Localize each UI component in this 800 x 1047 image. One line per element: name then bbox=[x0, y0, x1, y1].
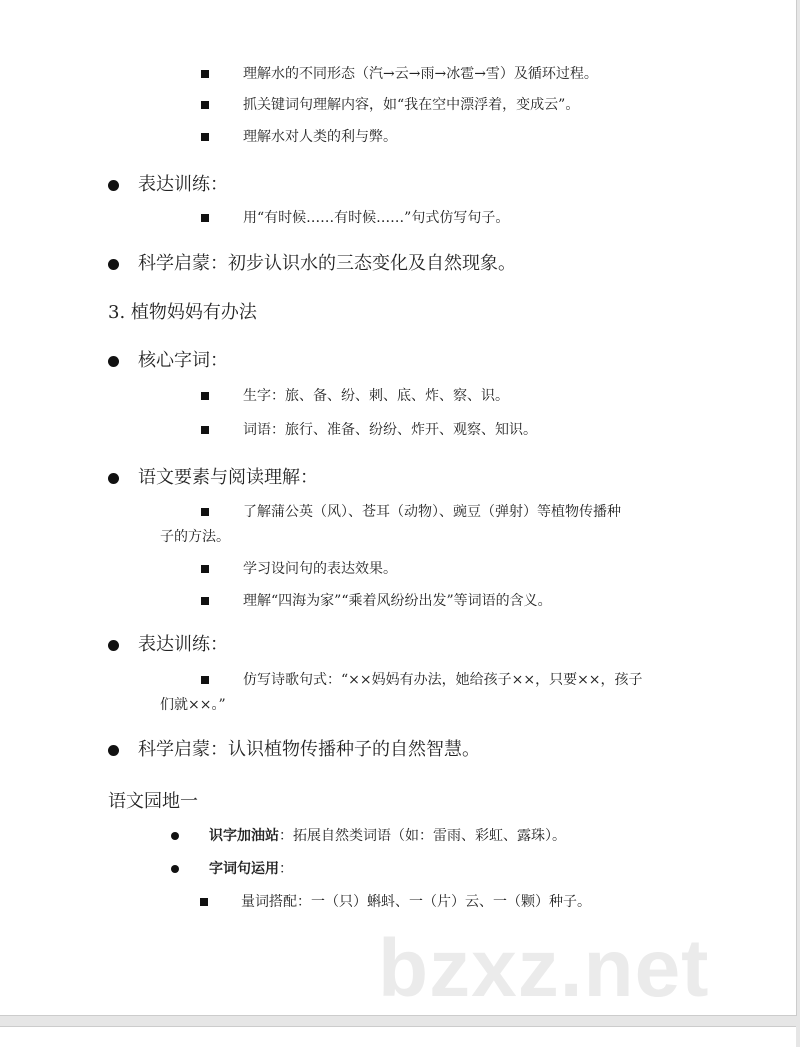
list-item: 学习设问句的表达效果。 bbox=[243, 561, 397, 577]
next-page bbox=[0, 1026, 796, 1047]
lesson-title: 3. 植物妈妈有办法 bbox=[108, 302, 257, 323]
square-bullet-icon bbox=[201, 508, 209, 516]
square-bullet-icon bbox=[201, 133, 209, 141]
list-item: 生字：旅、备、纷、刺、底、炸、察、识。 bbox=[243, 388, 509, 404]
list-item-continuation: 们就××。” bbox=[160, 697, 226, 713]
square-bullet-icon bbox=[201, 565, 209, 573]
square-bullet-icon bbox=[201, 101, 209, 109]
watermark: bzxz.net bbox=[378, 923, 710, 1014]
list-item: 仿写诗歌句式：“××妈妈有办法，她给孩子××，只要××，孩子 bbox=[243, 672, 643, 688]
round-bullet-icon bbox=[108, 259, 119, 270]
list-item: 理解水对人类的利与弊。 bbox=[243, 129, 397, 145]
section-heading: 表达训练： bbox=[138, 634, 228, 655]
section-heading: 表达训练： bbox=[138, 174, 228, 195]
list-item: 量词搭配：一（只）蝌蚪、一（片）云、一（颗）种子。 bbox=[241, 894, 591, 910]
section-heading: 科学启蒙：初步认识水的三态变化及自然现象。 bbox=[138, 253, 516, 274]
section-heading: 语文要素与阅读理解： bbox=[138, 467, 318, 488]
square-bullet-icon bbox=[201, 426, 209, 434]
list-item-continuation: 子的方法。 bbox=[160, 529, 230, 545]
square-bullet-icon bbox=[201, 70, 209, 78]
square-bullet-icon bbox=[201, 214, 209, 222]
round-bullet-icon bbox=[108, 745, 119, 756]
list-item bbox=[209, 862, 293, 876]
list-item: 理解“四海为家”“乘着风纷纷出发”等词语的含义。 bbox=[243, 593, 552, 609]
list-item bbox=[209, 829, 566, 843]
list-item: 了解蒲公英（风）、苍耳（动物）、豌豆（弹射）等植物传播种 bbox=[243, 504, 621, 520]
list-item: 用“有时候……有时候……”句式仿写句子。 bbox=[243, 210, 510, 226]
round-bullet-icon bbox=[108, 473, 119, 484]
square-bullet-icon bbox=[201, 597, 209, 605]
square-bullet-icon bbox=[201, 676, 209, 684]
round-bullet-icon bbox=[108, 640, 119, 651]
round-bullet-icon bbox=[171, 832, 179, 840]
round-bullet-icon bbox=[171, 865, 179, 873]
section-heading: 核心字词： bbox=[138, 350, 228, 371]
round-bullet-icon bbox=[108, 180, 119, 191]
section-heading: 科学启蒙：认识植物传播种子的自然智慧。 bbox=[138, 739, 480, 760]
item-text: ： bbox=[279, 861, 293, 877]
item-label: 字词句运用 bbox=[209, 861, 279, 877]
square-bullet-icon bbox=[200, 898, 208, 906]
item-label: 识字加油站 bbox=[209, 828, 279, 844]
item-text: ：拓展自然类词语（如：雷雨、彩虹、露珠）。 bbox=[279, 828, 566, 844]
round-bullet-icon bbox=[108, 356, 119, 367]
square-bullet-icon bbox=[201, 392, 209, 400]
list-item: 词语：旅行、准备、纷纷、炸开、观察、知识。 bbox=[243, 422, 537, 438]
garden-title: 语文园地一 bbox=[108, 791, 198, 812]
list-item: 理解水的不同形态（汽→云→雨→冰雹→雪）及循环过程。 bbox=[243, 66, 598, 82]
list-item: 抓关键词句理解内容，如“我在空中漂浮着，变成云”。 bbox=[243, 97, 580, 113]
